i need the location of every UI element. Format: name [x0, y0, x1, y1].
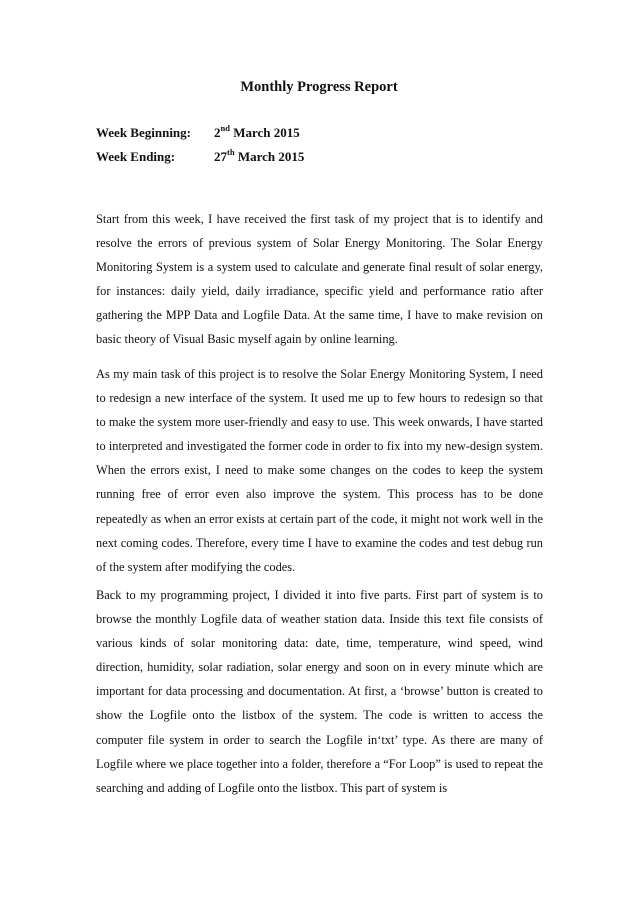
week-beginning-day: 2 — [214, 125, 221, 140]
week-ending-row — [96, 146, 305, 165]
week-beginning-date: March 2015 — [229, 125, 300, 140]
week-beginning-label: Week Beginning: — [96, 125, 191, 140]
week-ending-date: March 2015 — [234, 149, 305, 164]
paragraph-3: Back to my programming project, I divided it into five parts. First part of system is to browse the monthly Logfile data of weather station data. Inside this text file consists of various kinds of solar monitoring data: date, time, temperature, wind speed, wind direction, humidity, solar radiation, solar energy and soon on in every minute which are important for data processing and documentation. At first, a ‘browse’ button is created to show the Logfile onto the listbox of the system. The code is written to access the computer file system in order to search the Logfile in‘txt’ type. As there are many of Logfile where we place together into a folder, therefore a “For Loop” is used to repeat the searching and adding of Logfile onto the listbox. This part of system is — [96, 588, 543, 795]
week-ending-label: Week Ending: — [96, 149, 176, 164]
paragraph-1: Start from this week, I have received the first task of my project that is to identify and resolve the errors of previous system of Solar Energy Monitoring. The Solar Energy Monitoring System is a system used to calculate and generate final result of solar energy, for instances: daily yield, daily irradiance, specific yield and performance ratio after gathering the MPP Data and Logfile Data. At the same time, I have to make revision on basic theory of Visual Basic myself again by online learning. — [96, 212, 543, 347]
week-beginning-suffix: nd — [220, 122, 230, 133]
week-ending-suffix: th — [227, 146, 235, 157]
paragraph-2: As my main task of this project is to resolve the Solar Energy Monitoring System, I need to redesign a new interface of the system. It used me up to few hours to redesign so that to make the system more user-friendly and easy to use. This week onwards, I have started to interpreted and investigated the former code in order to fix into my new-design system. When the errors exist, I need to make some changes on the codes to keep the system running free of error even also improve the system. This process has to be done repeatedly as when an error exists at certain part of the code, it might not work well in the next coming codes. Therefore, every time I have to examine the codes and test debug run of the system after modifying the codes. — [96, 367, 543, 574]
report-title: Monthly Progress Report — [240, 79, 398, 95]
week-ending-day: 27 — [214, 149, 227, 164]
week-beginning-row — [96, 122, 300, 141]
